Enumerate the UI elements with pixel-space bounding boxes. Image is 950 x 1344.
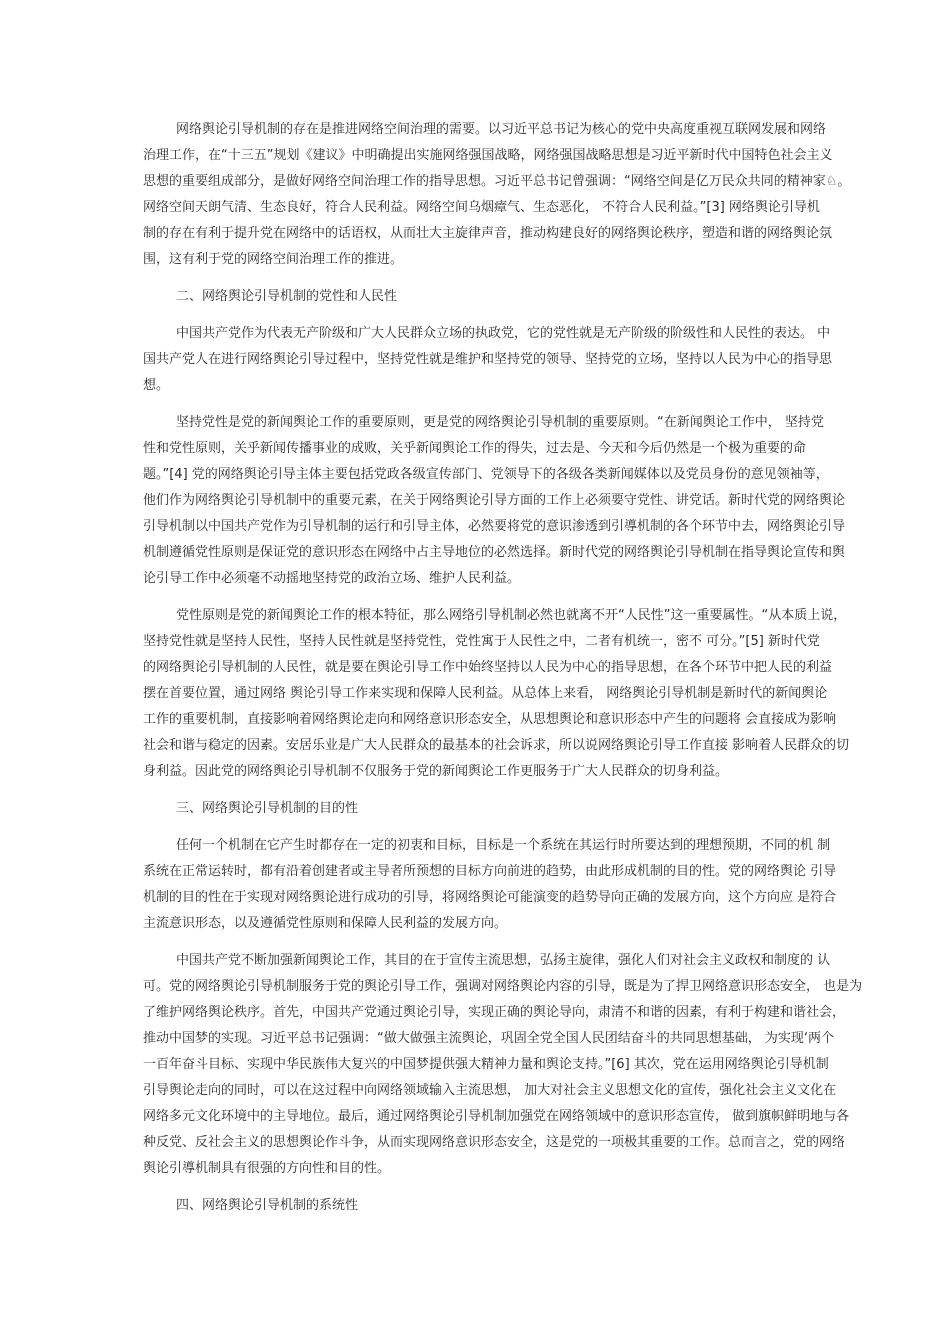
paragraph-line: 中国共产党作为代表无产阶级和广大人民群众立场的执政党，它的党性就是无产阶级的阶级性和人民性的表达。 中 [176,326,831,341]
paragraph-line: 引导舆论走向的同时，可以在这过程中向网络领域输入主流思想， 加大对社会主义思想文化的宣传，强化社会主义文化在 [143,1083,837,1098]
paragraph-line: 主流意识形态，以及遵循党性原则和保障人民利益的发展方向。 [143,916,508,931]
paragraph-line: 想。 [143,378,170,393]
paragraph-line: 坚持党性是党的新闻舆论工作的重要原则，更是党的网络舆论引导机制的重要原则。“在新闻舆论工作中， 坚持党 [176,415,824,430]
section-heading-4: 四、网络舆论引导机制的系统性 [176,1198,359,1213]
paragraph-line: 一百年奋斗目标、实现中华民族伟大复兴的中国梦提供强大精神力量和舆论支持。”[6] 其次，党在运用网络舆论引导机制 [143,1057,829,1072]
paragraph [143,948,863,1182]
paragraph-line: 工作的重要机制，直接影响着网络舆论走向和网络意识形态安全，从思想舆论和意识形态中产生的问题将 会直接成为影响 [143,712,837,727]
paragraph [143,410,846,592]
section-1-body [143,117,851,273]
section-heading-2: 二、网络舆论引导机制的党性和人民性 [176,289,398,304]
paragraph-line: 了维护网络舆论秩序。首先，中国共产党通过舆论引导，实现正确的舆论导向，肃清不和谐的因素，有利于构建和谐社会， [143,1005,846,1020]
paragraph-line: 网络舆论引导机制的存在是推进网络空间治理的需要。以习近平总书记为核心的党中央高度重视互联网发展和网络 [176,122,827,137]
paragraph-line: 他们作为网络舆论引导机制中的重要元素，在关于网络舆论引导方面的工作上必须要守党性、讲党话。新时代党的网络舆论 [143,493,846,508]
document-page [143,117,863,1230]
paragraph [143,117,851,273]
paragraph-line: 围，这有利于党的网络空间治理工作的推进。 [143,252,404,267]
section-heading-3: 三、网络舆论引导机制的目的性 [176,801,359,816]
paragraph-line: 坚持党性就是坚持人民性，坚持人民性就是坚持党性，党性寓于人民性之中，二者有机统一，密不 可分。”[5] 新时代党 [143,634,820,649]
paragraph-line: 网络空间天朗气清、生态良好，符合人民利益。网络空间乌烟瘴气、生态恶化， 不符合人民利益。”[3] 网络舆论引导机 [143,200,820,215]
paragraph-line: 机制遵循党性原则是保证党的意识形态在网络中占主导地位的必然选择。新时代党的网络舆论引导机制在指导舆论宣传和舆 [143,545,846,560]
paragraph-line: 制的存在有利于提升党在网络中的话语权，从而壮大主旋律声音，推动构建良好的网络舆论秩序，塑造和谐的网络舆论氛 [143,226,833,241]
paragraph-line: 引导机制以中国共产党作为引导机制的运行和引导主体，必然要将党的意识渗透到引導机制的各个环节中去，网络舆论引导 [143,519,846,534]
paragraph-line: 种反党、反社会主义的思想舆论作斗争，从而实现网络意识形态安全，这是党的一项极其重要的工作。总而言之，党的网络 [143,1135,846,1150]
paragraph-line: 治理工作，在“十三五”规划《建议》中明确提出实施网络强国战略，网络强国战略思想是习近平新时代中国特色社会主义 [143,148,833,163]
paragraph-line: 性和党性原则，关乎新闻传播事业的成败，关乎新闻舆论工作的得失，过去是、今天和今后仍然是一个极为重要的命 [143,441,807,456]
paragraph-line: 系统在正常运转时，都有沿着创建者或主导者所预想的目标方向前进的趋势，由此形成机制的目的性。党的网络舆论 引导 [143,864,837,879]
paragraph [143,603,850,785]
paragraph-line: 身利益。因此党的网络舆论引导机制不仅服务于党的新闻舆论工作更服务于广大人民群众的切身利益。 [143,764,729,779]
paragraph-line: 机制的目的性在于实现对网络舆论进行成功的引导，将网络舆论可能演变的趋势导向正确的发展方向，这个方向应 是符合 [143,890,837,905]
paragraph-line: 社会和谐与稳定的因素。安居乐业是广大人民群众的最基本的社会诉求，所以说网络舆论引导工作直接 影响着人民群众的切 [143,738,850,753]
section-3-body [143,833,863,1182]
section-2-body [143,321,850,785]
paragraph-line: 论引导工作中必须毫不动摇地坚持党的政治立场、维护人民利益。 [143,571,521,586]
paragraph-line: 中国共产党不断加强新闻舆论工作，其目的在于宣传主流思想，弘扬主旋律，强化人们对社会主义政权和制度的 认 [176,953,831,968]
paragraph-line: 题。”[4] 党的网络舆论引导主体主要包括党政各级宣传部门、党领导下的各级各类新闻媒体以及党员身份的意见领袖等， [143,467,829,482]
paragraph-line: 任何一个机制在它产生时都存在一定的初衷和目标，目标是一个系统在其运行时所要达到的理想预期，不同的机 制 [176,838,831,853]
paragraph-line: 思想的重要组成部分，是做好网络空间治理工作的指导思想。习近平总书记曾强调：“网络空间是亿万民众共同的精神家♘。 [143,174,851,189]
paragraph-line: 舆论引導机制具有很强的方向性和目的性。 [143,1161,391,1176]
paragraph-line: 国共产党人在进行网络舆论引导过程中，坚持党性就是维护和坚持党的领导、坚持党的立场，坚持以人民为中心的指导思 [143,352,833,367]
paragraph-line: 推动中国梦的实现。习近平总书记强调：“做大做强主流舆论，巩固全党全国人民团结奋斗的共同思想基础， 为实现‘两个 [143,1031,835,1046]
paragraph-line: 党性原则是党的新闻舆论工作的根本特征，那么网络引导机制必然也就离不开“人民性”这一重要属性。“从本质上说， [176,608,847,623]
paragraph-line: 的网络舆论引导机制的人民性，就是要在舆论引导工作中始终坚持以人民为中心的指导思想，在各个环节中把人民的利益 [143,660,833,675]
paragraph-line: 摆在首要位置，通过网络 舆论引导工作来实现和保障人民利益。从总体上来看， 网络舆论引导机制是新时代的新闻舆论 [143,686,828,701]
paragraph-line: 可。党的网络舆论引导机制服务于党的舆论引导工作，强调对网络舆论内容的引导，既是为了捍卫网络意识形态安全， 也是为 [143,979,863,994]
paragraph-line: 网络多元文化环境中的主导地位。最后，通过网络舆论引导机制加强党在网络领域中的意识形态宣传， 做到旗帜鲜明地与各 [143,1109,850,1124]
paragraph [143,321,833,399]
paragraph [143,833,837,937]
